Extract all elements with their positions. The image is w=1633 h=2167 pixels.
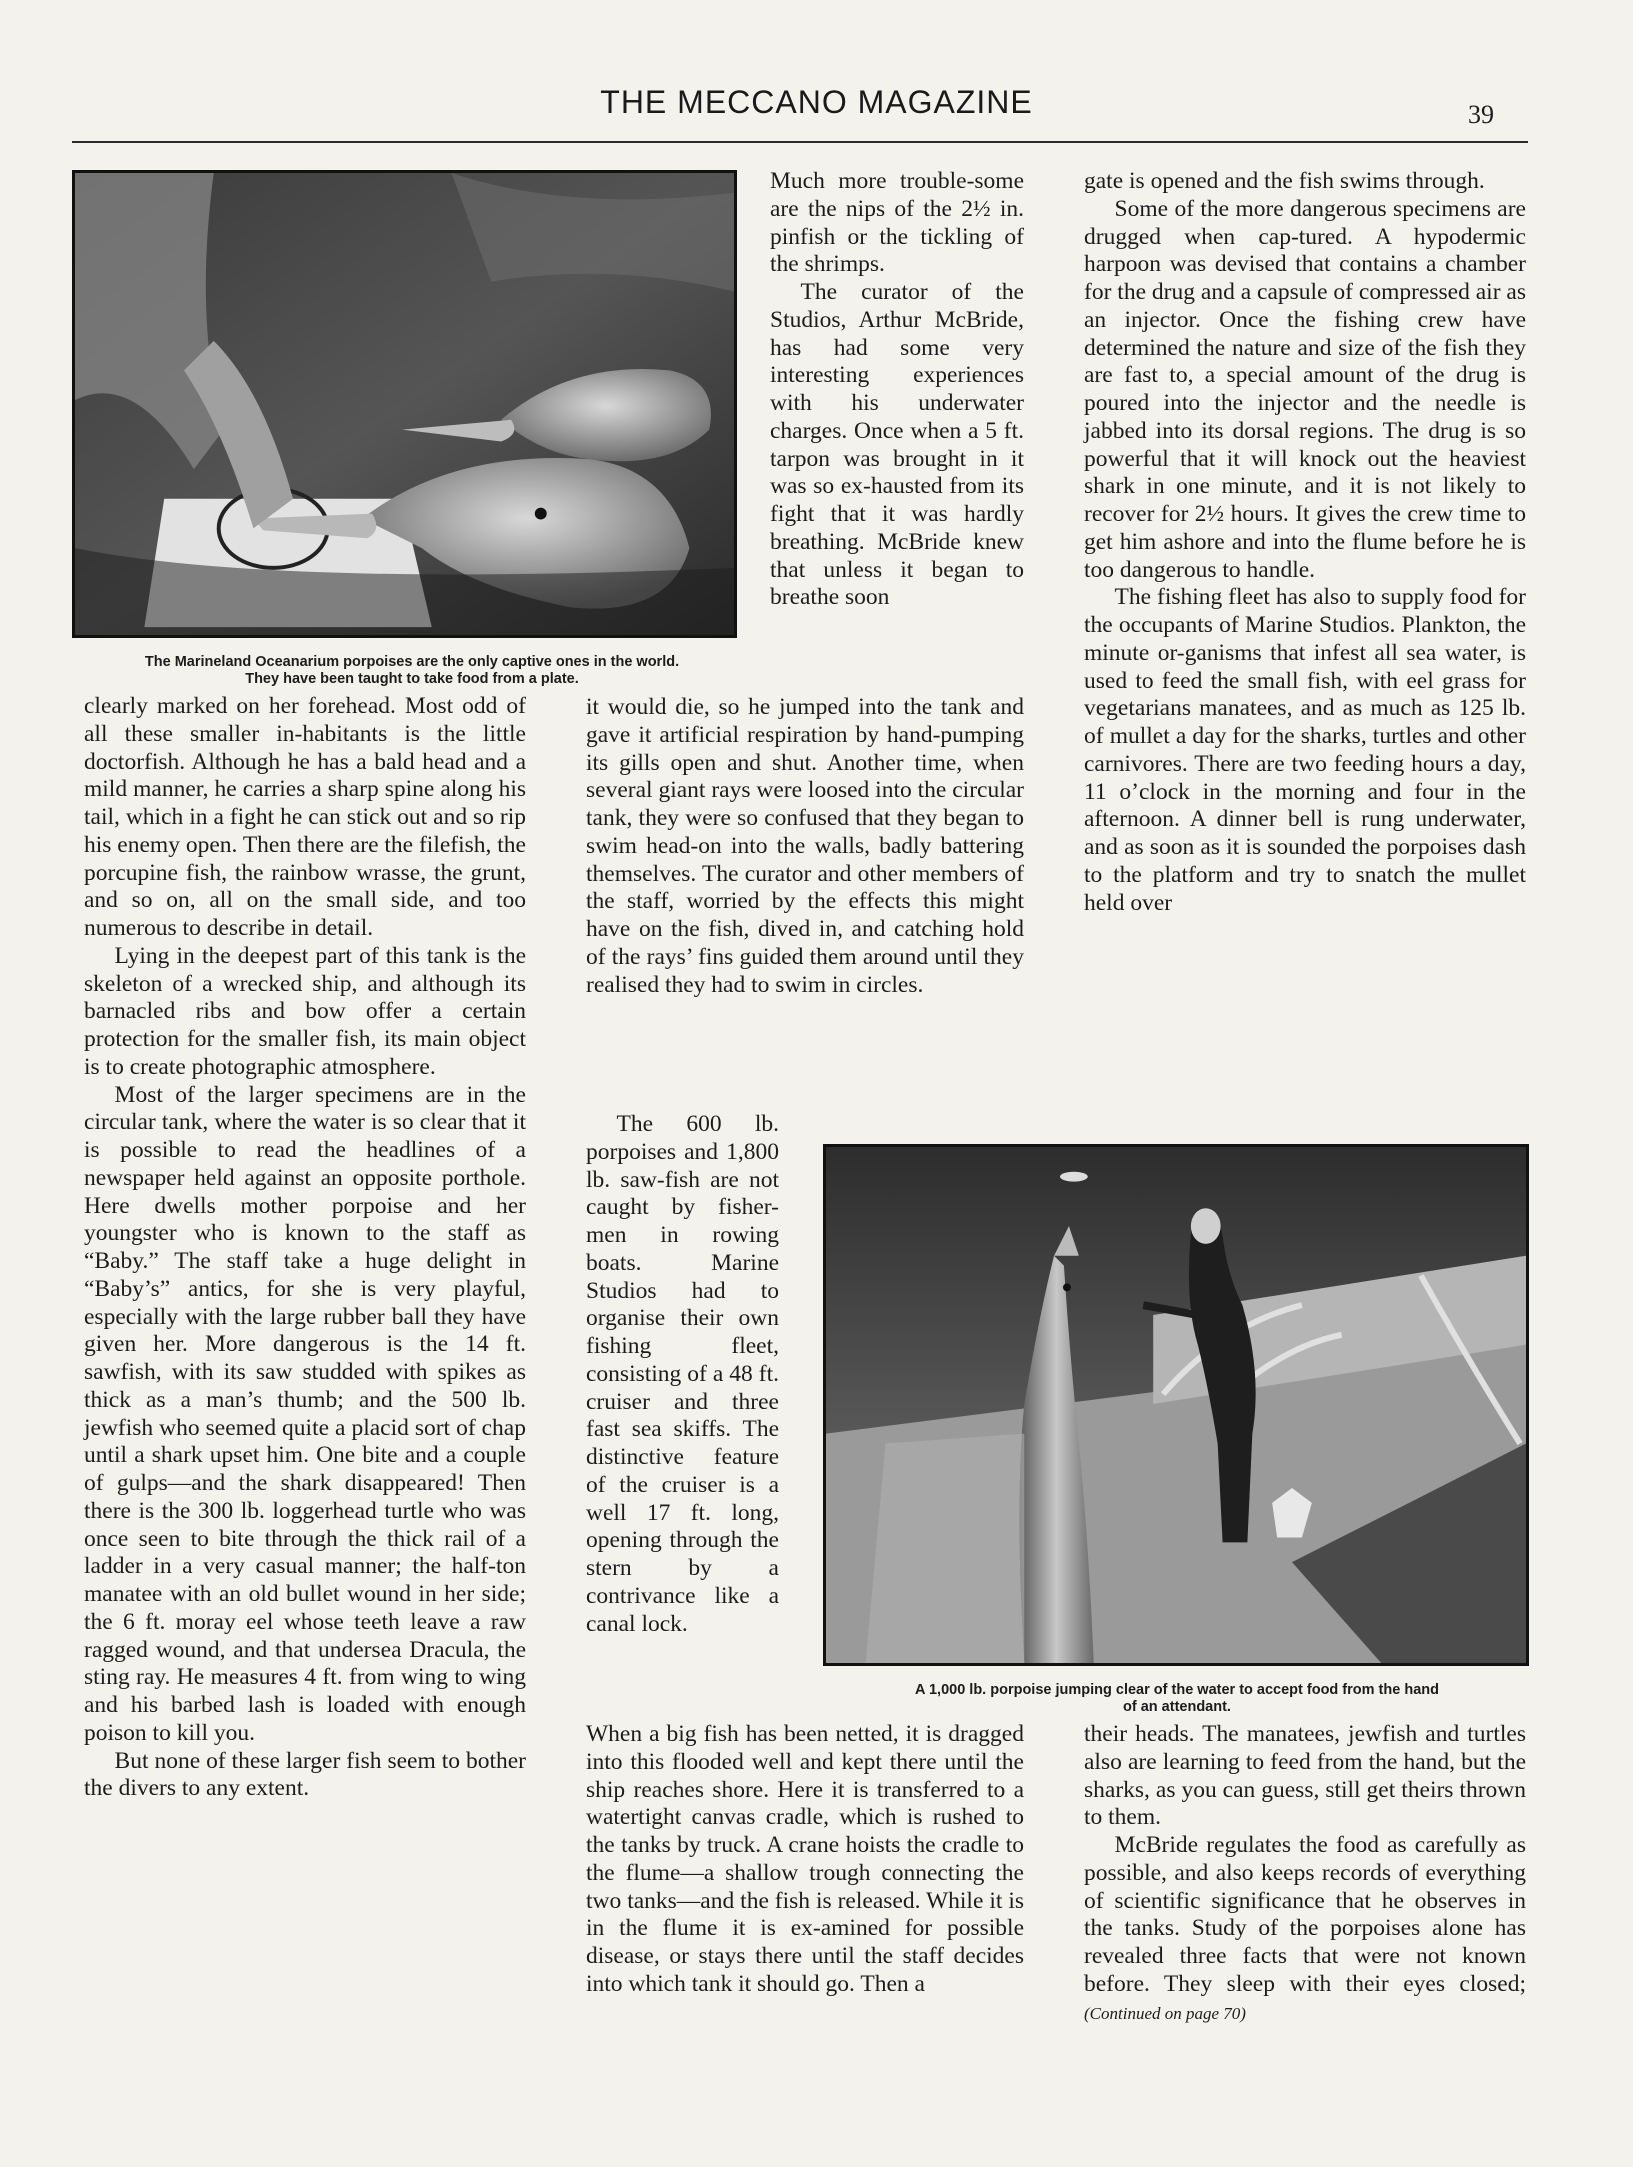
paragraph: The fishing fleet has also to supply food for the occupants of Marine Studios. Plankton, the minute or-ganisms that infest all sea water, is used to feed the small fish, with eel grass for vegetarians manatees, and as much as 125 lb. of mullet a day for the sharks, turtles and other carnivores. There are two feeding hours a day, 11 o’clock in the morning and four in the afternoon. A dinner bell is rung underwater, and as soon as it is sounded the porpoises dash to the platform and try to snatch the mullet held over: [1084, 584, 1526, 916]
paragraph: The curator of the Studios, Arthur McBride, has had some very interesting experiences with his underwater charges. Once when a 5 ft. tarpon was brought in it was so ex-hausted from its fight that it was hardly breathing. McBride knew that unless it began to breathe soon: [770, 279, 1024, 611]
photo1-caption: [72, 654, 752, 688]
photo1-caption-line1: The Marineland Oceanarium porpoises are the only captive ones in the world.: [144, 654, 680, 670]
porpoise-jumping-photo: [823, 1144, 1529, 1666]
paragraph-with-continuation: [1084, 1832, 1526, 2027]
column2-top-text: [770, 168, 1024, 612]
column2-mid-text: [586, 694, 1024, 999]
paragraph: Some of the more dangerous specimens are drugged when cap-tured. A hypodermic harpoon was devised that contains a chamber for the drug and a capsule of compressed air as an injector. Once the fishing crew have determined the nature and size of the fish they are fast to, a special amount of the drug is poured into the injector and the needle is jabbed into its dorsal regions. The drug is so powerful that it will knock out the heaviest shark in one minute, and it is not likely to recover for 2½ hours. It gives the crew time to get him ashore and into the flume before he is too dangerous to handle.: [1084, 195, 1526, 583]
photo2-caption: [822, 1682, 1532, 1716]
paragraph: But none of these larger fish seem to bother the divers to any extent.: [84, 1747, 526, 1802]
photo2-caption-line1: A 1,000 lb. porpoise jumping clear of the water to accept food from the hand: [915, 1682, 1439, 1698]
page-header-title: THE MECCANO MAGAZINE: [600, 84, 1033, 120]
column3-top-text: [1084, 168, 1526, 917]
paragraph: their heads. The manatees, jewfish and turtles also are learning to feed from the hand, but the sharks, as you can guess, still get theirs thrown to them.: [1084, 1721, 1526, 1831]
header-rule: [72, 141, 1528, 143]
column3-bottom-text: [1084, 1721, 1526, 2027]
paragraph: Lying in the deepest part of this tank is the skeleton of a wrecked ship, and although its barnacled ribs and bow offer a certain protection for the smaller fish, its main object is to create photographic atmosphere.: [84, 942, 526, 1080]
paragraph: clearly marked on her forehead. Most odd of all these smaller in-habitants is the little doctorfish. Although he has a bald head and a mild manner, he carries a sharp spine along his tail, which in a fight he can stick out and so rip his enemy open. Then there are the filefish, the porcupine fish, the rainbow wrasse, the grunt, and so on, all on the small side, and too numerous to describe in detail.: [84, 693, 526, 941]
paragraph: Most of the larger specimens are in the circular tank, where the water is so clear that it is possible to read the headlines of a newspaper held against an opposite porthole. Here dwells mother porpoise and her youngster who is known to the staff as “Baby.” The staff take a huge delight in “Baby’s” antics, for she is very playful, especially with the large rubber ball they have given her. More dangerous is the 14 ft. sawfish, with its saw studded with spikes as thick as a man’s thumb; and the 500 lb. jewfish who seemed quite a placid sort of chap until a shark upset him. One bite and a couple of gulps—and the shark disappeared! Then there is the 300 lb. loggerhead turtle who was once seen to bite through the thick rail of a ladder in a very casual manner; the half-ton manatee with an old bullet wound in her side; the 6 ft. moray eel whose teeth leave a raw ragged wound, and that undersea Dracula, the sting ray. He measures 4 ft. from wing to wing and his barbed lash is loaded with enough poison to kill you.: [84, 1081, 526, 1746]
column2-narrow-text: [586, 1111, 779, 1638]
paragraph: When a big fish has been netted, it is dragged into this flooded well and kept there until the ship reaches shore. Here it is transferred to a watertight canvas cradle, which is rushed to the tanks by truck. A crane hoists the cradle to the flume—a shallow trough connecting the two tanks—and the fish is released. While it is in the flume it is ex-amined for possible disease, or stays there until the staff decides into which tank it should go. Then a: [586, 1721, 1024, 1997]
page-number: 39: [1468, 100, 1494, 129]
continued-note: (Continued on page 70): [1084, 2003, 1246, 2023]
paragraph: it would die, so he jumped into the tank and gave it artificial respiration by hand-pumping its gills open and shut. Another time, when several giant rays were loosed into the circular tank, they were so confused that they began to swim head-on into the walls, badly battering themselves. The curator and other members of the staff, worried by the effects this might have on the fish, dived in, and catching hold of the rays’ fins guided them around until they realised they had to swim in circles.: [586, 694, 1024, 998]
paragraph: McBride regulates the food as carefully as possible, and also keeps records of everything of scientific significance that he observes in the tanks. Study of the porpoises alone has revealed three facts that were not known before. They sleep with their eyes closed;: [1084, 1832, 1526, 1997]
paragraph: Much more trouble-some are the nips of the 2½ in. pinfish or the tickling of the shrimps.: [770, 168, 1024, 278]
paragraph: gate is opened and the fish swims through.: [1084, 168, 1485, 194]
column1-text: [84, 693, 526, 1803]
column2-bottom-text: [586, 1721, 1024, 1999]
porpoises-plate-photo: [72, 170, 737, 638]
paragraph: The 600 lb. porpoises and 1,800 lb. saw-fish are not caught by fisher-men in rowing boats. Marine Studios had to organise their own fishing fleet, consisting of a 48 ft. cruiser and three fast sea skiffs. The distinctive feature of the cruiser is a well 17 ft. long, opening through the stern by a contrivance like a canal lock.: [586, 1111, 779, 1637]
photo1-caption-line2: They have been taught to take food from a plate.: [245, 671, 579, 687]
photo2-caption-line2: of an attendant.: [1123, 1699, 1231, 1715]
